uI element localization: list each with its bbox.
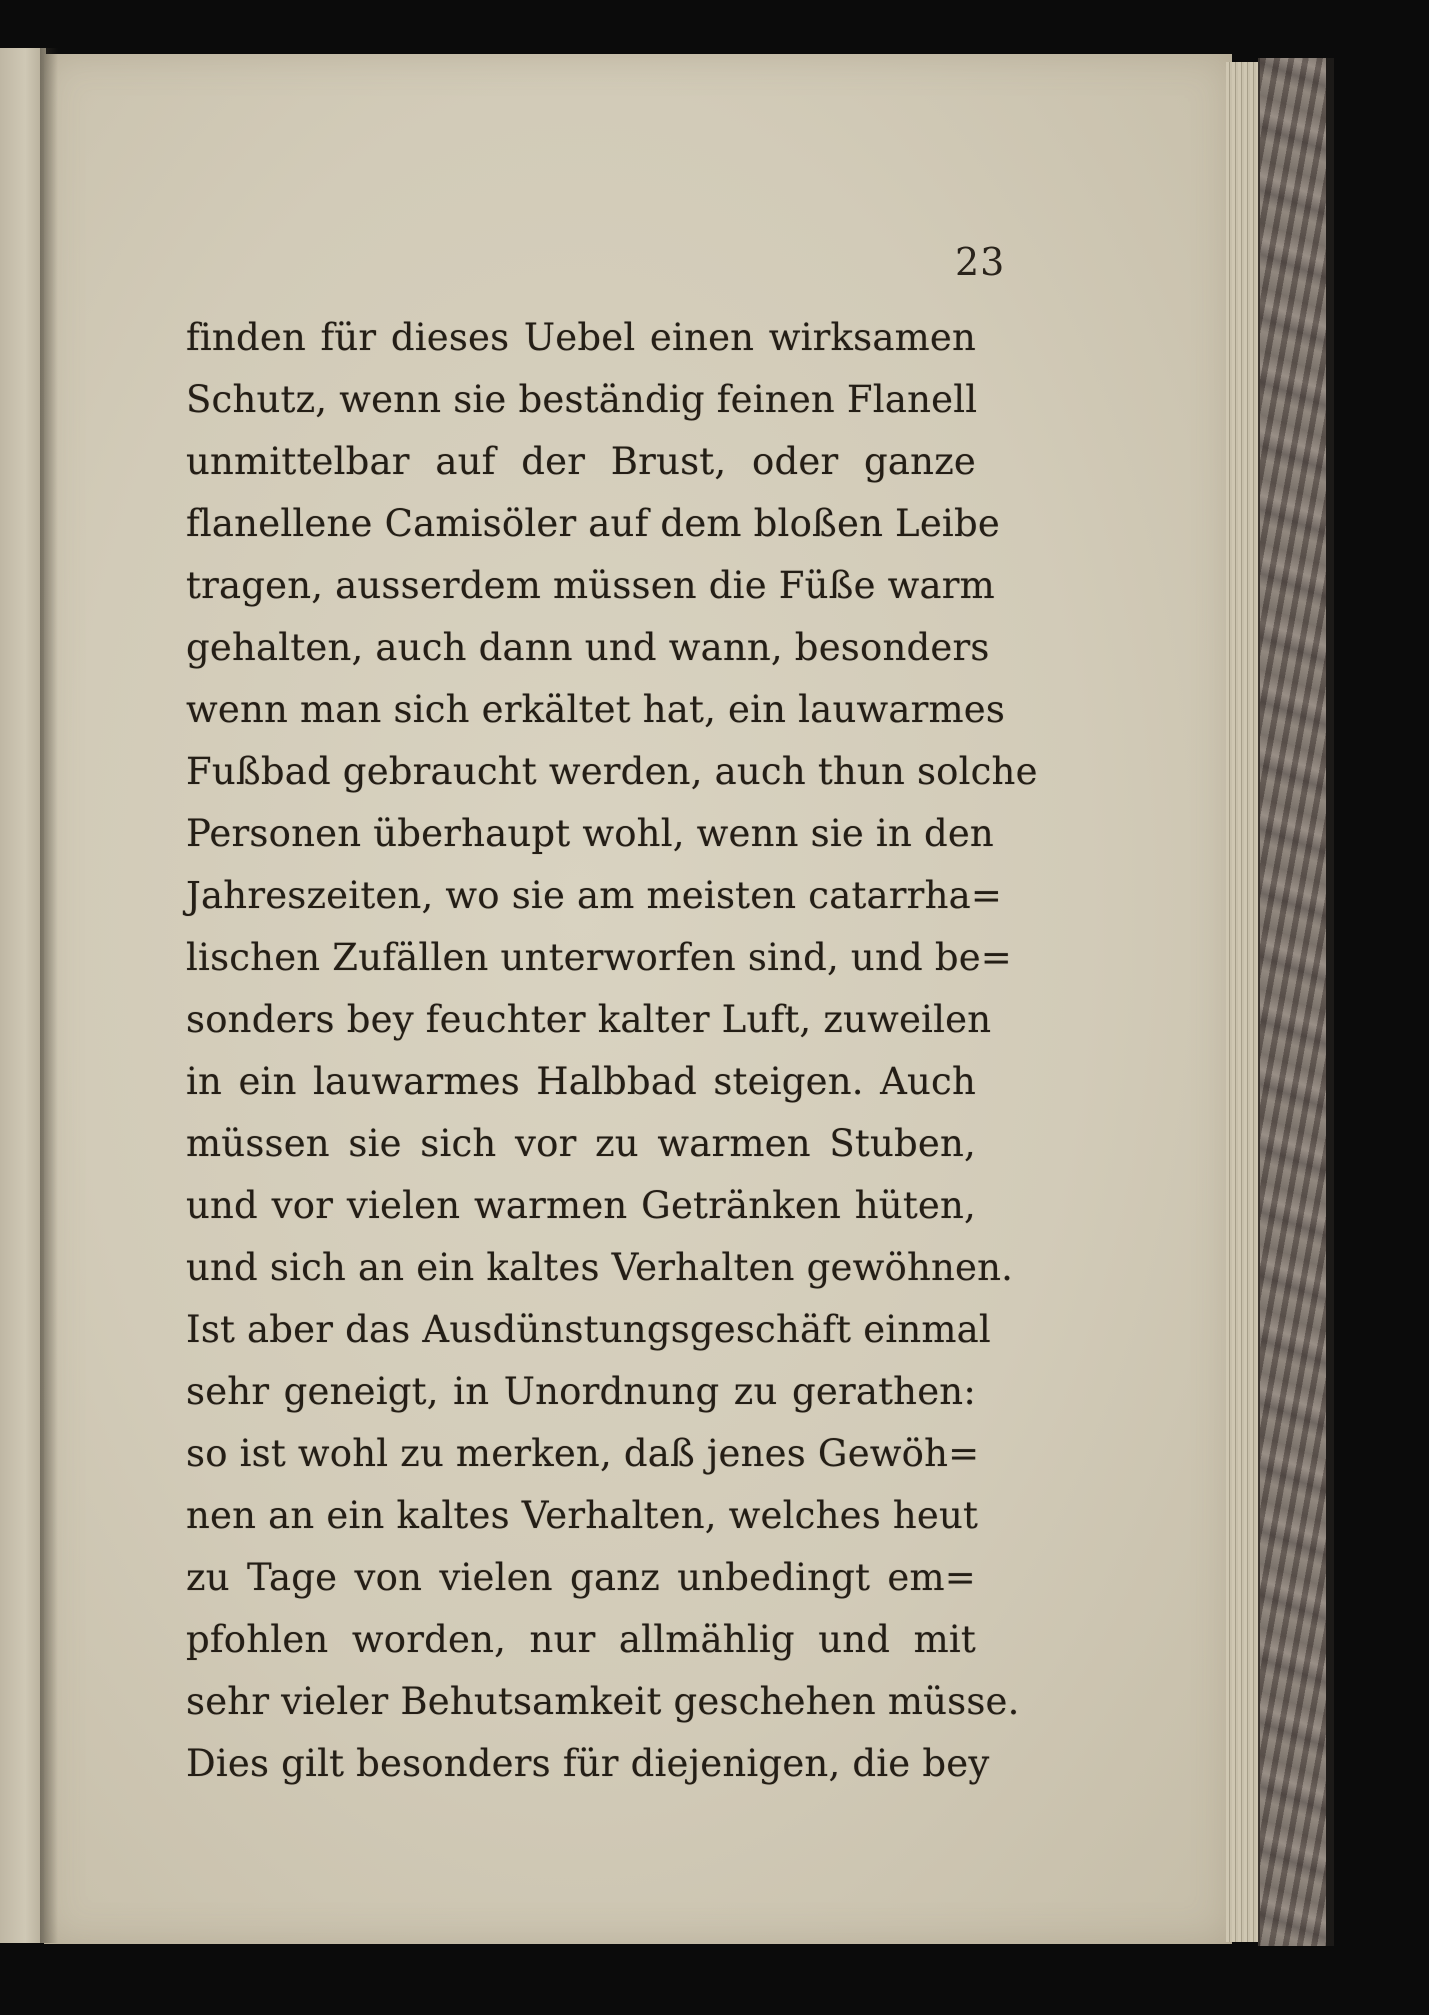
text-line: Jahreszeiten, wo sie am meisten catarrha=: [186, 874, 1003, 917]
marbled-cover: [1258, 58, 1328, 1946]
page-number: 23: [955, 240, 1006, 284]
text-line: unmittelbar auf der Brust, oder ganze: [186, 440, 976, 483]
text-line: zu Tage von vielen ganz unbedingt em=: [186, 1556, 976, 1599]
text-line: wenn man sich erkältet hat, ein lauwarmes: [186, 688, 1006, 731]
text-line: sehr vieler Behutsamkeit geschehen müsse.: [186, 1680, 1020, 1723]
page-stack-edges: [1226, 62, 1260, 1942]
text-line: lischen Zufällen unterworfen sind, und be=: [186, 936, 1013, 979]
text-line: und vor vielen warmen Getränken hüten,: [186, 1184, 976, 1227]
text-line: finden für dieses Uebel einen wirksamen: [186, 316, 976, 359]
text-line: so ist wohl zu merken, daß jenes Gewöh=: [186, 1432, 980, 1475]
text-line: müssen sie sich vor zu warmen Stuben,: [186, 1122, 976, 1165]
book-gutter: [40, 48, 58, 1943]
cover-shadow: [1326, 58, 1334, 1946]
text-line: flanellene Camisöler auf dem bloßen Leibe: [186, 502, 1000, 545]
text-line: pfohlen worden, nur allmählig und mit: [186, 1618, 976, 1661]
text-line: Fußbad gebraucht werden, auch thun solche: [186, 750, 1038, 793]
text-line: nen an ein kaltes Verhalten, welches heut: [186, 1494, 979, 1537]
body-text: [186, 307, 1038, 1795]
text-line: tragen, ausserdem müssen die Füße warm: [186, 564, 995, 607]
text-line: und sich an ein kaltes Verhalten gewöhnen.: [186, 1246, 1014, 1289]
text-line: sehr geneigt, in Unordnung zu gerathen:: [186, 1370, 976, 1413]
text-line: sonders bey feuchter kalter Luft, zuweilen: [186, 998, 992, 1041]
text-line: Personen überhaupt wohl, wenn sie in den: [186, 812, 994, 855]
text-line: Schutz, wenn sie beständig feinen Flanell: [186, 378, 978, 421]
text-line: Dies gilt besonders für diejenigen, die bey: [186, 1742, 990, 1785]
text-line: gehalten, auch dann und wann, besonders: [186, 626, 990, 669]
text-line: in ein lauwarmes Halbbad steigen. Auch: [186, 1060, 976, 1103]
text-line: Ist aber das Ausdünstungsgeschäft einmal: [186, 1308, 991, 1351]
